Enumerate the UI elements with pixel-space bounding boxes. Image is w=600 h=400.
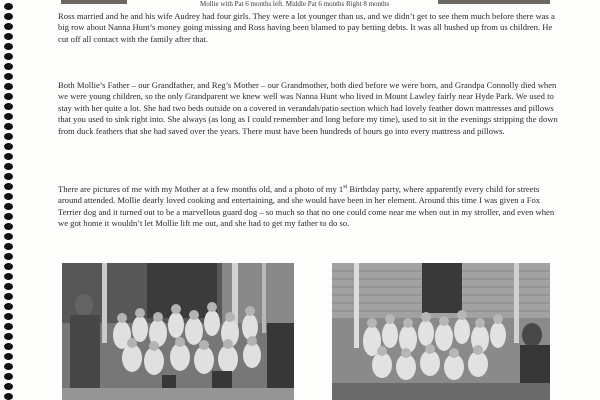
binding-hole bbox=[4, 333, 13, 340]
birthday-party-photo-left bbox=[62, 263, 294, 400]
binding-hole bbox=[4, 353, 13, 360]
binding-hole bbox=[4, 273, 13, 280]
binding-hole bbox=[4, 263, 13, 270]
binding-hole bbox=[4, 63, 13, 70]
binding-hole bbox=[4, 113, 13, 120]
spiral-binding bbox=[4, 0, 14, 400]
binding-hole bbox=[4, 93, 13, 100]
binding-hole bbox=[4, 3, 13, 10]
binding-hole bbox=[4, 73, 13, 80]
binding-hole bbox=[4, 203, 13, 210]
paragraph-birthday bbox=[58, 184, 558, 230]
binding-hole bbox=[4, 183, 13, 190]
paragraph-grandparents: Both Mollie’s Father – our Grandfather, and Reg’s Mother – our Grandmother, both died before we were born, and Grandpa Connolly died when we were young children, so the only Grandparent we knew well was Nanna Hunt who lived in Mount Lawley fairly near Hyde Park. We used to stay with her quite a lot. She had two beds outside on a covered in verandah/patio section which had lovely feather down mattresses and pillows that you used to sink right into. She always (as long as I could remember and long before my time), used to sit in the evenings stripping the down from duck feathers that she had saved over the years. There must have been hundreds of hours go into every mattress and pillows. bbox=[58, 80, 558, 136]
binding-hole bbox=[4, 383, 13, 390]
binding-hole bbox=[4, 143, 13, 150]
binding-hole bbox=[4, 133, 13, 140]
top-photo-fragment-right bbox=[438, 0, 550, 4]
binding-hole bbox=[4, 123, 13, 130]
binding-hole bbox=[4, 253, 13, 260]
binding-hole bbox=[4, 283, 13, 290]
binding-hole bbox=[4, 233, 13, 240]
binding-hole bbox=[4, 23, 13, 30]
binding-hole bbox=[4, 223, 13, 230]
paragraph-ross: Ross married and he and his wife Audrey had four girls. They were a lot younger than us, and we didn’t get to see them much before there was a big row about Nanna Hunt’s money going missing and Ross having been blamed to pay betting debts. It was all hushed up from us children. He cut off all contact with the family after that. bbox=[58, 11, 555, 44]
photo-caption: Mollie with Pat 6 months left. Middle Pat 6 months Right 8 months bbox=[200, 0, 390, 8]
binding-hole bbox=[4, 313, 13, 320]
binding-hole bbox=[4, 213, 13, 220]
binding-hole bbox=[4, 53, 13, 60]
top-photo-fragment-left bbox=[61, 0, 127, 4]
binding-hole bbox=[4, 103, 13, 110]
ordinal-suffix: st bbox=[343, 184, 348, 191]
binding-hole bbox=[4, 33, 13, 40]
binding-hole bbox=[4, 373, 13, 380]
binding-hole bbox=[4, 83, 13, 90]
paragraph-birthday-start: There are pictures of me with my Mother at a few months old, and a photo of my 1 bbox=[58, 184, 344, 194]
binding-hole bbox=[4, 153, 13, 160]
binding-hole bbox=[4, 343, 13, 350]
birthday-party-photo-right bbox=[332, 263, 550, 400]
paragraph-birthday-end: Birthday party, where apparently every child for streets around attended. Mollie dearly loved cooking and entertaining, and she would have been in her element. Around this time I was given a Fox Terrier dog and it turned out to be a marvellous guard dog – so much so that no one could come near me when out in my stroller, and even when we got home it wouldn’t let Mollie lift me out, and she had to get my father to do so. bbox=[58, 184, 555, 229]
binding-hole bbox=[4, 43, 13, 50]
binding-hole bbox=[4, 243, 13, 250]
binding-hole bbox=[4, 303, 13, 310]
binding-hole bbox=[4, 293, 13, 300]
binding-hole bbox=[4, 173, 13, 180]
binding-hole bbox=[4, 363, 13, 370]
binding-hole bbox=[4, 163, 13, 170]
binding-hole bbox=[4, 13, 13, 20]
binding-hole bbox=[4, 323, 13, 330]
binding-hole bbox=[4, 193, 13, 200]
binding-hole bbox=[4, 393, 13, 400]
